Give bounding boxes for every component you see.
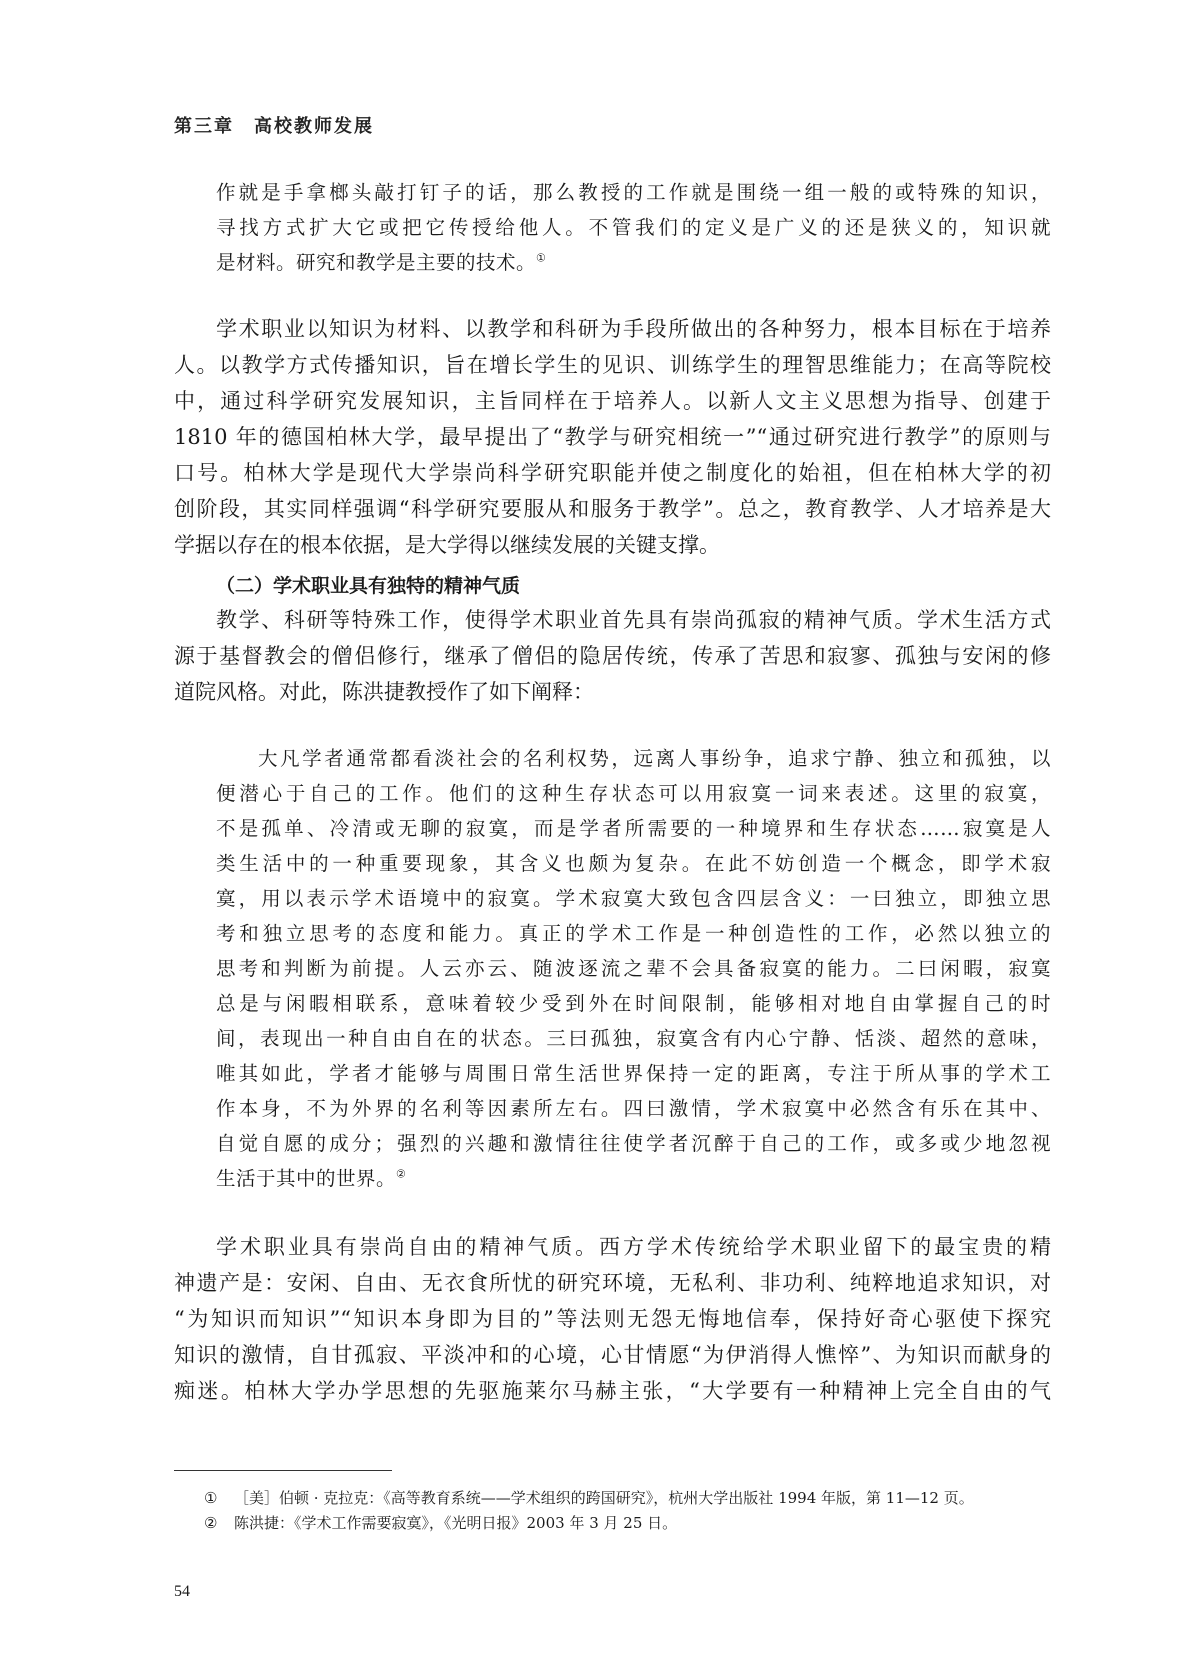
section-subheading: （二）学术职业具有独特的精神气质	[216, 575, 521, 597]
quote-line: 寻找方式扩大它或把它传授给他人。不管我们的定义是广义的还是狭义的，知识就	[216, 216, 1051, 239]
body-line: 人。以教学方式传播知识，旨在增长学生的见识、训练学生的理智思维能力；在高等院校	[174, 353, 1051, 377]
body-line: 创阶段，其实同样强调“科学研究要服从和服务于教学”。总之，教育教学、人才培养是大	[174, 497, 1051, 521]
body-line: 知识的激情，自甘孤寂、平淡冲和的心境，心甘情愿“为伊消得人憔悴”、为知识而献身的	[174, 1343, 1051, 1367]
footnote-divider	[174, 1470, 392, 1471]
quote-text: 生活于其中的世界。	[216, 1167, 397, 1190]
body-line: 道院风格。对此，陈洪捷教授作了如下阐释：	[174, 680, 594, 704]
body-line: 中，通过科学研究发展知识，主旨同样在于培养人。以新人文主义思想为指导、创建于	[174, 389, 1051, 413]
footnote-2	[204, 1512, 677, 1534]
body-line: 口号。柏林大学是现代大学崇尚科学研究职能并使之制度化的始祖，但在柏林大学的初	[174, 461, 1051, 485]
body-line: 学术职业以知识为材料、以教学和科研为手段所做出的各种努力，根本目标在于培养	[216, 317, 1051, 341]
footnote-text: 陈洪捷：《学术工作需要寂寞》，《光明日报》2003 年 3 月 25 日。	[234, 1514, 678, 1532]
quote-line: 作就是手拿榔头敲打钉子的话，那么教授的工作就是围绕一组一般的或特殊的知识，	[216, 181, 1051, 204]
quote-line: 自觉自愿的成分；强烈的兴趣和激情往往使学者沉醉于自己的工作，或多或少地忽视	[216, 1132, 1051, 1155]
quote-line: 思考和判断为前提。人云亦云、随波逐流之辈不会具备寂寞的能力。二曰闲暇，寂寞	[216, 957, 1051, 980]
body-line: 神遗产是：安闲、自由、无衣食所忧的研究环境，无私利、非功利、纯粹地追求知识，对	[174, 1271, 1051, 1295]
quote-line: 类生活中的一种重要现象，其含义也颇为复杂。在此不妨创造一个概念，即学术寂	[216, 852, 1051, 875]
quote-line	[216, 248, 1051, 278]
footnote-ref[interactable]: ①	[536, 251, 547, 265]
body-line: “为知识而知识”“知识本身即为目的”等法则无怨无悔地信奉，保持好奇心驱使下探究	[174, 1307, 1051, 1331]
quote-line: 不是孤单、冷清或无聊的寂寞，而是学者所需要的一种境界和生存状态……寂寞是人	[216, 817, 1051, 840]
quote-line: 大凡学者通常都看淡社会的名利权势，远离人事纷争，追求宁静、独立和孤独，以	[258, 747, 1051, 770]
body-line: 教学、科研等特殊工作，使得学术职业首先具有崇尚孤寂的精神气质。学术生活方式	[216, 608, 1051, 632]
body-line: 学术职业具有崇尚自由的精神气质。西方学术传统给学术职业留下的最宝贵的精	[216, 1235, 1051, 1259]
body-line: 1810 年的德国柏林大学，最早提出了“教学与研究相统一”“通过研究进行教学”的原则与	[174, 425, 1051, 449]
quote-line: 唯其如此，学者才能够与周围日常生活世界保持一定的距离，专注于所从事的学术工	[216, 1062, 1051, 1085]
body-line: 学据以存在的根本依据，是大学得以继续发展的关键支撑。	[174, 533, 720, 557]
footnote-ref[interactable]: ②	[396, 1167, 407, 1181]
body-line: 源于基督教会的僧侣修行，继承了僧侣的隐居传统，传承了苦思和寂寥、孤独与安闲的修	[174, 644, 1051, 668]
footnote-text: ［美］伯顿 · 克拉克：《高等教育系统——学术组织的跨国研究》，杭州大学出版社 1994 年版，第 11—12 页。	[234, 1489, 974, 1507]
page-number: 54	[174, 1583, 190, 1600]
running-header: 第三章 高校教师发展	[174, 116, 374, 137]
quote-line: 考和独立思考的态度和能力。真正的学术工作是一种创造性的工作，必然以独立的	[216, 922, 1051, 945]
quote-line	[216, 1164, 1051, 1194]
quote-text: 是材料。研究和教学是主要的技术。	[216, 251, 537, 274]
footnote-mark: ①	[204, 1489, 218, 1507]
quote-line: 便潜心于自己的工作。他们的这种生存状态可以用寂寞一词来表述。这里的寂寞，	[216, 782, 1051, 805]
quote-line: 间，表现出一种自由自在的状态。三曰孤独，寂寞含有内心宁静、恬淡、超然的意味，	[216, 1027, 1051, 1050]
quote-line: 作本身，不为外界的名利等因素所左右。四曰激情，学术寂寞中必然含有乐在其中、	[216, 1097, 1051, 1120]
footnote-mark: ②	[204, 1514, 218, 1532]
quote-line: 总是与闲暇相联系，意味着较少受到外在时间限制，能够相对地自由掌握自己的时	[216, 992, 1051, 1015]
body-line: 痴迷。柏林大学办学思想的先驱施莱尔马赫主张，“大学要有一种精神上完全自由的气	[174, 1379, 1051, 1403]
quote-line: 寞，用以表示学术语境中的寂寞。学术寂寞大致包含四层含义：一曰独立，即独立思	[216, 887, 1051, 910]
footnote-1	[204, 1487, 974, 1509]
